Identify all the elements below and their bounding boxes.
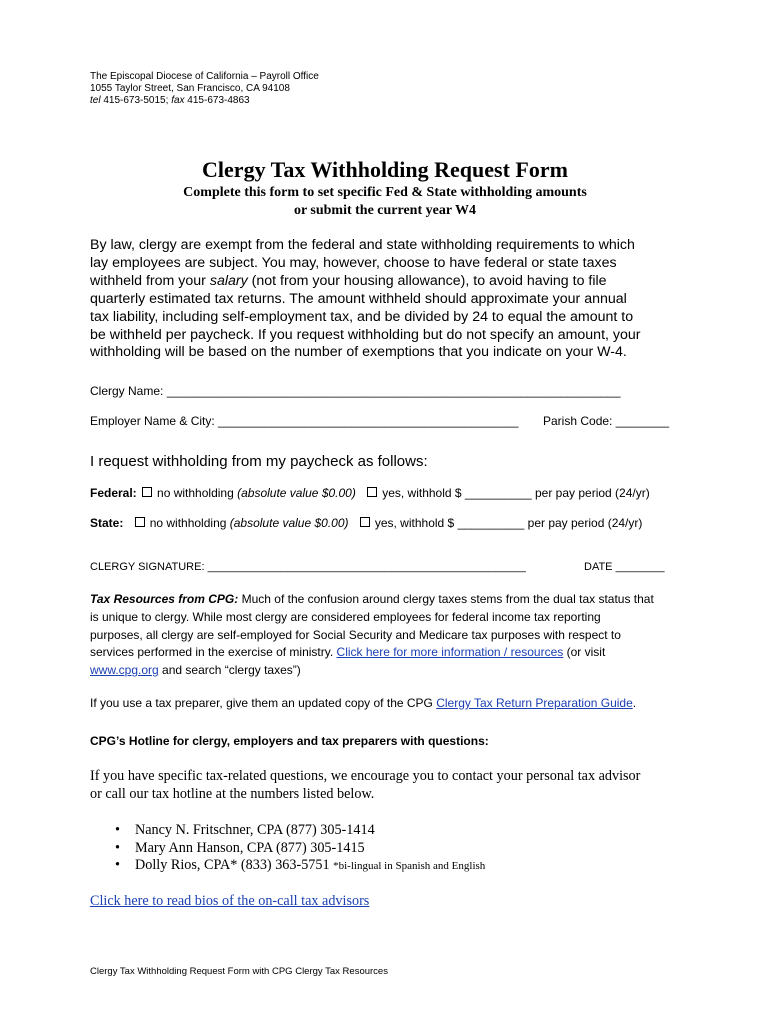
- parish-code-label: Parish Code:: [543, 414, 616, 428]
- list-item: [115, 857, 485, 876]
- intro-line: be withheld per paycheck. If you request withholding but do not specify an amount, your: [90, 326, 641, 343]
- tel-label: tel: [90, 95, 101, 106]
- absolute-value-text: (absolute value $0.00): [237, 486, 356, 500]
- cpg-line: is unique to clergy. While most clergy are considered employees for federal income tax reporting: [90, 609, 601, 624]
- signature-row: [90, 561, 526, 573]
- intro-line: [90, 273, 690, 291]
- cpg-text: services performed in the exercise of ministry.: [90, 645, 337, 660]
- clergy-name-row: [90, 384, 621, 398]
- cpg-lead: Tax Resources from CPG:: [90, 592, 239, 606]
- cpg-website-link[interactable]: www.cpg.org: [90, 663, 159, 678]
- advisor-list: [115, 822, 485, 876]
- advisor-line: or call our tax hotline at the numbers listed below.: [90, 786, 375, 802]
- federal-label: Federal:: [90, 486, 137, 500]
- advisor-bios-link[interactable]: Click here to read bios of the on-call tax advisors: [90, 893, 370, 909]
- state-row: [90, 516, 642, 530]
- fax-value: 415-673-4863: [184, 95, 250, 106]
- employer-field[interactable]: _____________________________________________: [218, 414, 519, 428]
- signature-field[interactable]: ____________________________________________________: [207, 561, 526, 573]
- advisor-entry: Dolly Rios, CPA* (833) 363-5751: [135, 857, 334, 873]
- intro-line: By law, clergy are exempt from the federal and state withholding requirements to which: [90, 237, 635, 253]
- no-withholding-text: no withholding: [149, 516, 230, 530]
- per-pay-period-text: per pay period (24/yr): [524, 516, 643, 530]
- cpg-text: and search “clergy taxes”): [158, 663, 301, 678]
- date-label: DATE: [584, 561, 616, 573]
- advisor-entry: Nancy N. Fritschner, CPA (877) 305-1414: [135, 822, 375, 838]
- list-item: [115, 840, 485, 858]
- request-heading: I request withholding from my paycheck as follows:: [90, 453, 428, 470]
- hotline-heading: CPG’s Hotline for clergy, employers and tax preparers with questions:: [90, 734, 489, 748]
- employer-row: [90, 414, 518, 428]
- page-title: Clergy Tax Withholding Request Form: [202, 157, 568, 182]
- subtitle-line-2: or submit the current year W4: [293, 203, 477, 218]
- no-withholding-text: no withholding: [157, 486, 238, 500]
- subtitle-line-1: Complete this form to set specific Fed & State withholding amounts: [183, 185, 587, 200]
- absolute-value-text: (absolute value $0.00): [229, 516, 349, 530]
- cpg-line: purposes, all clergy are self-employed for Social Security and Medicare tax purposes with respect to: [90, 627, 621, 642]
- intro-paragraph: [90, 237, 690, 362]
- list-item: [115, 822, 485, 840]
- office-name: The Episcopal Diocese of California – Payroll Office: [90, 71, 319, 82]
- per-pay-period-text: per pay period (24/yr): [531, 486, 650, 500]
- signature-label: CLERGY SIGNATURE:: [90, 561, 208, 573]
- state-label: State:: [90, 516, 124, 530]
- preparer-line: [90, 696, 636, 710]
- federal-no-withholding-checkbox[interactable]: [142, 487, 152, 497]
- date-field[interactable]: ________: [615, 561, 665, 573]
- bullet-icon: •: [115, 839, 120, 856]
- preparation-guide-link[interactable]: Clergy Tax Return Preparation Guide: [436, 696, 633, 710]
- more-info-link[interactable]: Click here for more information / resources: [336, 645, 564, 660]
- office-address: 1055 Taylor Street, San Francisco, CA 94108: [90, 83, 290, 94]
- clergy-name-label: Clergy Name:: [90, 384, 167, 398]
- bilingual-note: *bi-lingual in Spanish and English: [333, 860, 486, 872]
- parish-code-field[interactable]: ________: [615, 414, 670, 428]
- cpg-line: [90, 591, 690, 609]
- intro-line: quarterly estimated tax returns. The amount withheld should approximate your annual: [90, 290, 627, 307]
- clergy-name-field[interactable]: ____________________________________________________________________: [166, 384, 621, 398]
- cpg-text: (or visit: [563, 645, 606, 660]
- parish-code-row: [543, 414, 669, 428]
- intro-text: withheld from your: [90, 272, 210, 289]
- office-contact: [90, 95, 319, 107]
- federal-row: [90, 486, 650, 500]
- bullet-icon: •: [115, 857, 120, 873]
- state-amount-field[interactable]: __________: [457, 516, 525, 530]
- preparer-text: If you use a tax preparer, give them an updated copy of the CPG: [90, 696, 437, 710]
- state-no-withholding-checkbox[interactable]: [135, 517, 145, 527]
- federal-amount-field[interactable]: __________: [464, 486, 532, 500]
- intro-line: tax liability, including self-employment tax, and be divided by 24 to equal the amount to: [90, 308, 634, 325]
- yes-withhold-text: yes, withhold $: [382, 486, 465, 500]
- federal-yes-withhold-checkbox[interactable]: [367, 487, 377, 497]
- yes-withhold-text: yes, withhold $: [374, 516, 458, 530]
- intro-line: withholding will be based on the number of exemptions that you indicate on your W-4.: [90, 344, 627, 361]
- page-footer: Clergy Tax Withholding Request Form with CPG Clergy Tax Resources: [90, 966, 388, 977]
- state-yes-withhold-checkbox[interactable]: [360, 517, 370, 527]
- office-header: [90, 71, 319, 107]
- advisor-paragraph: [90, 767, 640, 803]
- fax-label: fax: [171, 95, 185, 106]
- intro-line: lay employees are subject. You may, however, choose to have federal or state taxes: [90, 254, 617, 271]
- advisor-line: If you have specific tax-related questions, we encourage you to contact your personal tax advisor: [90, 768, 641, 784]
- cpg-line: [90, 662, 690, 680]
- cpg-text: Much of the confusion around clergy taxes stems from the dual tax status that: [238, 592, 654, 606]
- intro-emphasis: salary: [209, 272, 248, 289]
- bullet-icon: •: [115, 822, 120, 838]
- intro-text: (not from your housing allowance), to avoid having to file: [247, 272, 607, 289]
- page-subtitle: [0, 184, 770, 220]
- cpg-resources: [90, 591, 690, 680]
- cpg-line: [90, 644, 690, 662]
- employer-label: Employer Name & City:: [90, 414, 219, 428]
- advisor-entry: Mary Ann Hanson, CPA (877) 305-1415: [135, 839, 365, 856]
- date-row: [584, 561, 665, 573]
- preparer-text-end: .: [632, 696, 637, 710]
- tel-value: 415-673-5015;: [100, 95, 172, 106]
